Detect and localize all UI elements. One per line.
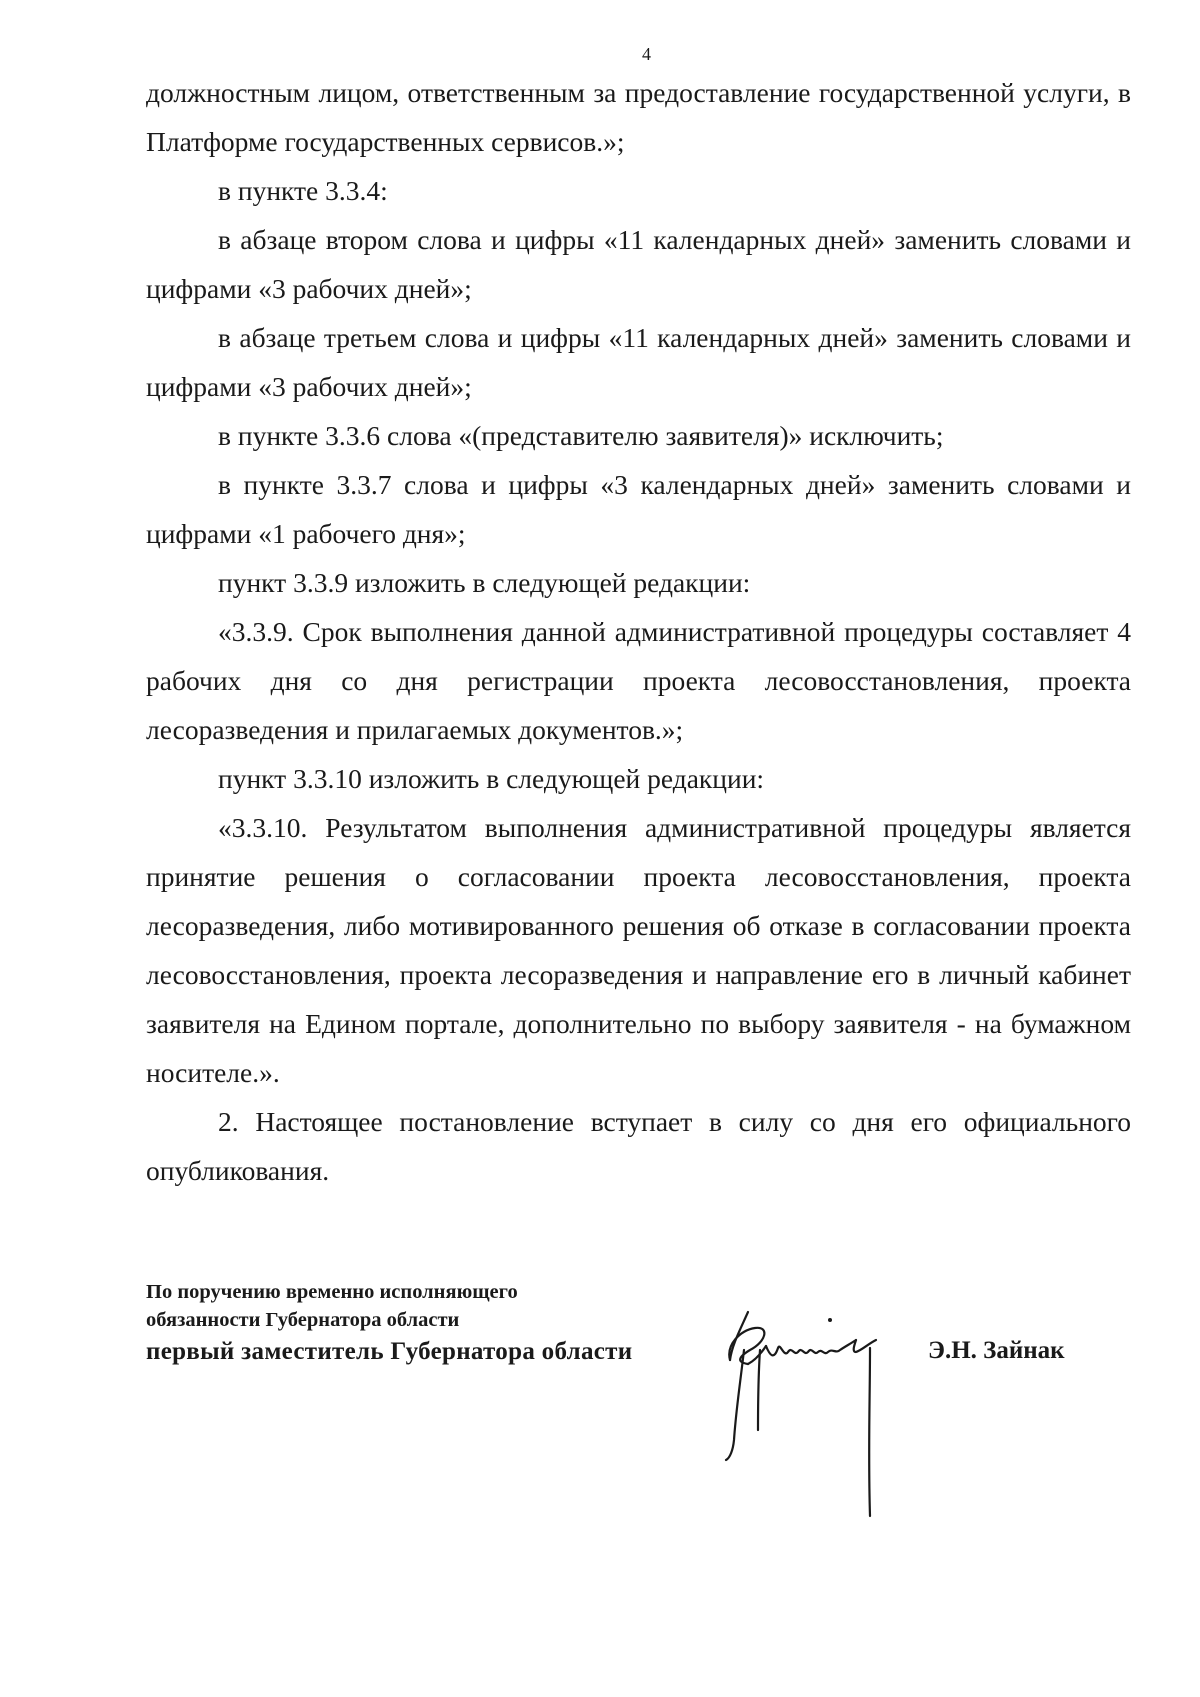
handwritten-signature xyxy=(700,1290,920,1530)
paragraph: в абзаце третьем слова и цифры «11 календарных дней» заменить словами и цифрами «3 рабочих дней»; xyxy=(146,322,1131,402)
signer-name: Э.Н. Зайнак xyxy=(928,1337,1065,1364)
paragraph: должностным лицом, ответственным за предоставление государственной услуги, в Платформе государственных сервисов.»; xyxy=(146,77,1131,157)
paragraph: 2. Настоящее постановление вступает в силу со дня его официального опубликования. xyxy=(146,1106,1131,1186)
paragraph: «3.3.9. Срок выполнения данной административной процедуры составляет 4 рабочих дня со дня регистрации проекта лесовосстановления, проекта лесоразведения и прилагаемых документов.»; xyxy=(146,616,1131,745)
paragraph: пункт 3.3.10 изложить в следующей редакции: xyxy=(218,763,765,794)
signatory-title-line: По поручению временно исполняющего xyxy=(146,1281,518,1303)
paragraph: в пункте 3.3.4: xyxy=(218,175,388,206)
paragraph: пункт 3.3.9 изложить в следующей редакции: xyxy=(218,567,751,598)
paragraph: в пункте 3.3.6 слова «(представителю заявителя)» исключить; xyxy=(218,420,944,451)
signatory-title-block xyxy=(146,1278,746,1370)
document-body xyxy=(146,68,1131,1195)
paragraph: в пункте 3.3.7 слова и цифры «3 календарных дней» заменить словами и цифрами «1 рабочего дня»; xyxy=(146,469,1131,549)
paragraph: «3.3.10. Результатом выполнения административной процедуры является принятие решения о согласовании проекта лесовосстановления, проекта лесоразведения, либо мотивированного решения об отказе в согласовании проекта лесовосстановления, проекта лесоразведения и направление его в личный кабинет заявителя на Едином портале, дополнительно по выбору заявителя - на бумажном носителе.». xyxy=(146,812,1131,1088)
paragraph: в абзаце втором слова и цифры «11 календарных дней» заменить словами и цифрами «3 рабочих дней»; xyxy=(146,224,1131,304)
page-number: 4 xyxy=(642,44,651,64)
signatory-position: первый заместитель Губернатора области xyxy=(146,1338,633,1365)
signatory-title-line: обязанности Губернатора области xyxy=(146,1309,460,1331)
